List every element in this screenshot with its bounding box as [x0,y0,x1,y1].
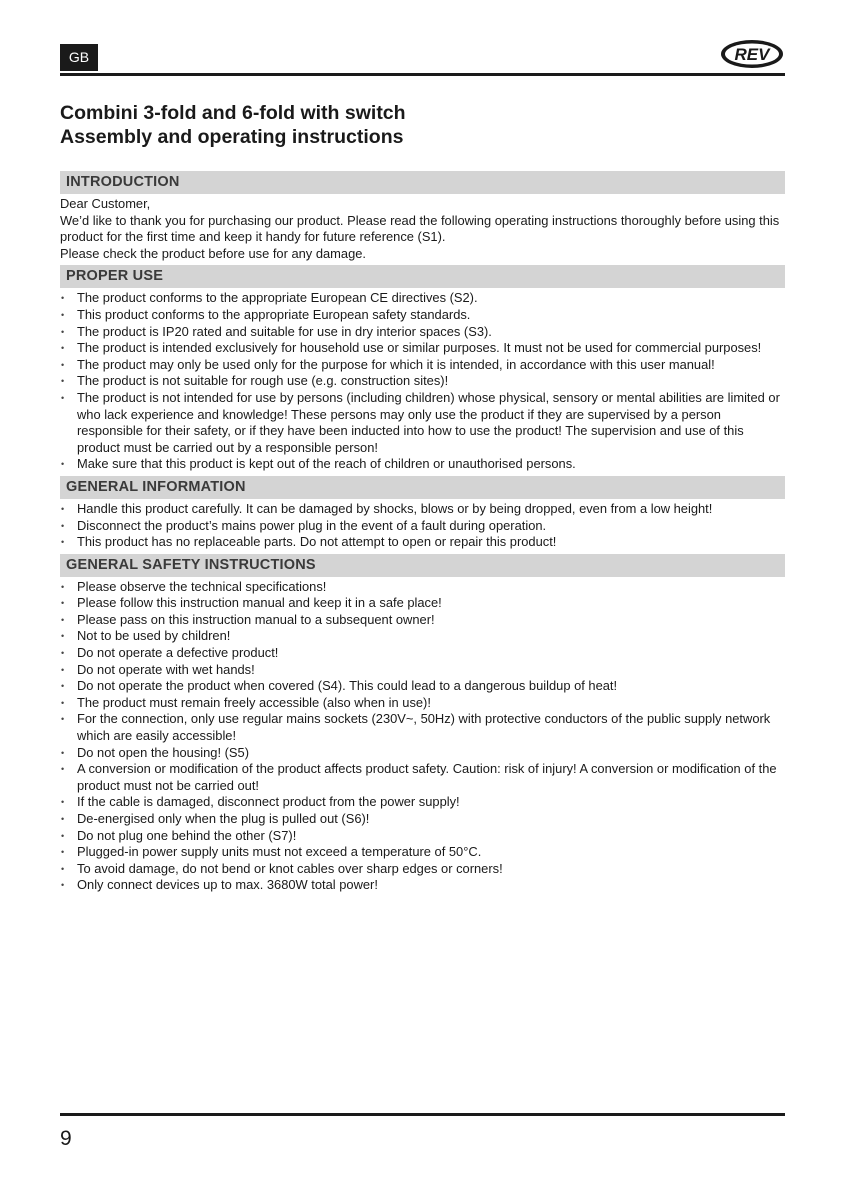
section-general-safety [60,554,785,894]
list-item: • Handle this product carefully. It can be damaged by shocks, blows or by being dropped, even from a low height! [60,501,785,518]
list-item: • The product must remain freely accessible (also when in use)! [60,695,785,712]
list-item: • The product is intended exclusively for household use or similar purposes. It must not be used for commercial purposes! [60,340,785,357]
list-item: • The product is not intended for use by persons (including children) whose physical, sensory or mental abilities are limited or who lack experience and knowledge! These persons may only use the product if they are supervised by a person responsible for their safety, or if they have been inducted into how to use the product! The supervision and use of this product must be carried out by a responsible person! [60,390,785,456]
intro-line: Dear Customer, [60,196,151,211]
list-item: • The product may only be used only for the purpose for which it is intended, in accordance with this user manual! [60,357,785,374]
rev-logo [719,38,785,70]
section-heading-introduction: INTRODUCTION [60,171,785,194]
list-item: • The product is IP20 rated and suitable for use in dry interior spaces (S3). [60,324,785,341]
page-header [60,38,785,76]
section-heading-general-safety: GENERAL SAFETY INSTRUCTIONS [60,554,785,577]
list-item: • Do not operate the product when covered (S4). This could lead to a dangerous buildup of heat! [60,678,785,695]
list-item: • Disconnect the product’s mains power plug in the event of a fault during operation. [60,518,785,535]
manual-content [60,171,785,897]
list-item: • Make sure that this product is kept out of the reach of children or unauthorised persons. [60,456,785,473]
list-item: • This product conforms to the appropriate European safety standards. [60,307,785,324]
proper-use-list [60,290,785,473]
title-line-1: Combini 3-fold and 6-fold with switch [60,102,406,124]
list-item: • For the connection, only use regular mains sockets (230V~, 50Hz) with protective conductors of the public supply network which are easily accessible! [60,711,785,744]
intro-line: We’d like to thank you for purchasing our product. Please read the following operating instructions thoroughly before using this product for the first time and keep it handy for future reference (S1). [60,212,780,245]
section-introduction [60,171,785,262]
list-item: • This product has no replaceable parts. Do not attempt to open or repair this product! [60,534,785,551]
list-item: • Please follow this instruction manual and keep it in a safe place! [60,595,785,612]
list-item: • Only connect devices up to max. 3680W total power! [60,877,785,894]
section-heading-general-information: GENERAL INFORMATION [60,476,785,499]
footer-rule [60,1113,785,1116]
list-item: • To avoid damage, do not bend or knot cables over sharp edges or corners! [60,861,785,878]
list-item: • Do not operate with wet hands! [60,662,785,679]
list-item: • The product conforms to the appropriate European CE directives (S2). [60,290,785,307]
page-title [60,101,406,149]
header-rule [60,73,785,76]
page-number: 9 [60,1127,72,1150]
list-item: • Not to be used by children! [60,628,785,645]
list-item: • Do not operate a defective product! [60,645,785,662]
section-heading-proper-use: PROPER USE [60,265,785,288]
section-proper-use [60,265,785,473]
title-line-2: Assembly and operating instructions [60,126,404,148]
list-item: • Plugged-in power supply units must not exceed a temperature of 50°C. [60,844,785,861]
list-item: • Please observe the technical specifications! [60,579,785,596]
general-information-list [60,501,785,551]
language-badge: GB [60,44,98,71]
list-item: • If the cable is damaged, disconnect product from the power supply! [60,794,785,811]
section-general-information [60,476,785,551]
list-item: • Please pass on this instruction manual to a subsequent owner! [60,612,785,629]
list-item: • De-energised only when the plug is pulled out (S6)! [60,811,785,828]
list-item: • Do not open the housing! (S5) [60,745,785,762]
list-item: • A conversion or modification of the product affects product safety. Caution: risk of injury! A conversion or modification of the product must not be carried out! [60,761,785,794]
intro-line: Please check the product before use for any damage. [60,245,366,261]
logo-text: REV [734,45,770,64]
list-item: • The product is not suitable for rough use (e.g. construction sites)! [60,373,785,390]
general-safety-list [60,579,785,894]
list-item: • Do not plug one behind the other (S7)! [60,828,785,845]
